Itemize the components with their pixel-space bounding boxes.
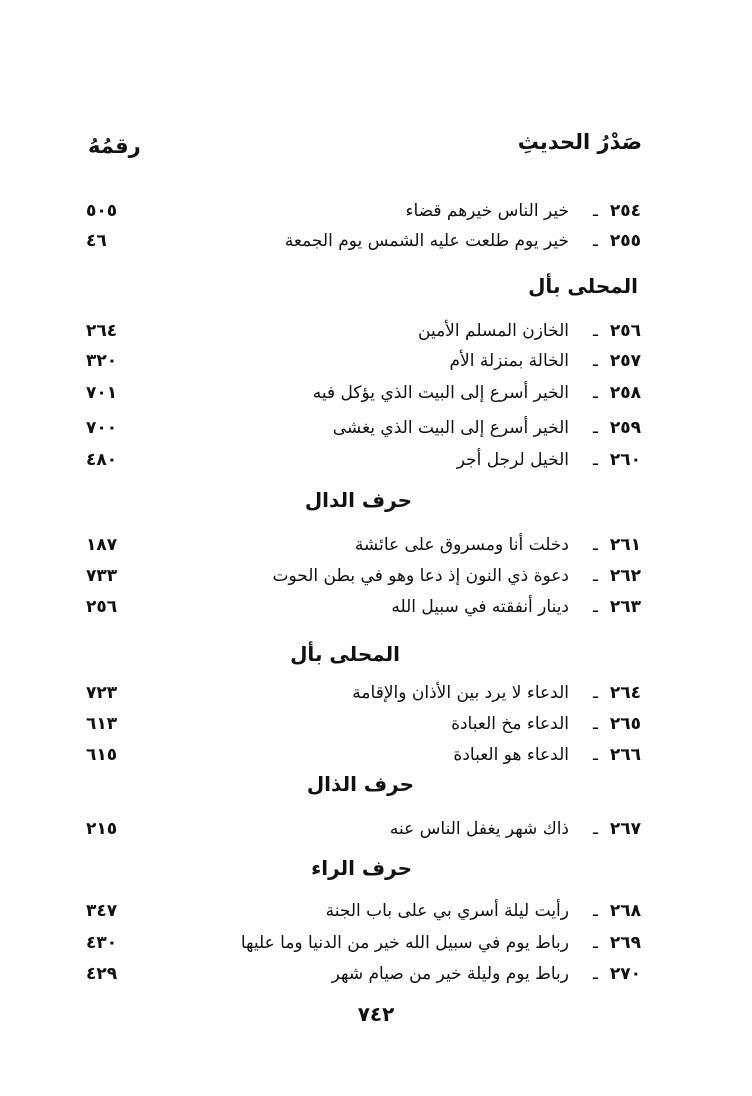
list-item bbox=[86, 346, 641, 376]
entry-number: ٢٦١ bbox=[609, 535, 641, 555]
section-heading: المحلى بأل bbox=[528, 274, 638, 298]
list-item bbox=[86, 709, 641, 739]
entry-number: ٢٦٤ bbox=[609, 683, 641, 703]
dash: ـ bbox=[593, 231, 598, 251]
section-heading: المحلى بأل bbox=[290, 642, 400, 666]
section-heading: حرف الدال bbox=[304, 488, 412, 512]
ref-number: ٦١٥ bbox=[86, 745, 118, 765]
hadith-text: الخير أسرع إلى البيت الذي يغشى bbox=[332, 418, 569, 438]
list-item bbox=[86, 445, 641, 475]
ref-number: ٧٠١ bbox=[86, 383, 118, 403]
entry-number: ٢٦٦ bbox=[609, 745, 641, 765]
entry-number: ٢٥٧ bbox=[609, 351, 641, 371]
dash: ـ bbox=[593, 714, 598, 734]
ref-number: ٢٥٦ bbox=[86, 597, 118, 617]
list-item bbox=[86, 378, 641, 408]
list-item bbox=[86, 959, 641, 989]
dash: ـ bbox=[593, 745, 598, 765]
hadith-text: دخلت أنا ومسروق على عائشة bbox=[354, 535, 569, 555]
dash: ـ bbox=[593, 683, 598, 703]
ref-number: ٣٢٠ bbox=[86, 351, 118, 371]
entry-number: ٢٥٨ bbox=[609, 383, 641, 403]
hadith-text: رباط يوم وليلة خير من صيام شهر bbox=[331, 964, 569, 984]
ref-number: ٤٨٠ bbox=[86, 450, 118, 470]
ref-number: ٤٢٩ bbox=[86, 964, 118, 984]
entry-number: ٢٦٥ bbox=[609, 714, 641, 734]
dash: ـ bbox=[593, 351, 598, 371]
hadith-text: الخالة بمنزلة الأم bbox=[449, 351, 569, 371]
list-item bbox=[86, 896, 641, 926]
list-item bbox=[86, 413, 641, 443]
list-item bbox=[86, 196, 641, 226]
entry-number: ٢٦٨ bbox=[609, 901, 641, 921]
hadith-text: دينار أنفقته في سبيل الله bbox=[391, 597, 569, 617]
ref-number: ٧٢٣ bbox=[86, 683, 118, 703]
hadith-text: الخير أسرع إلى البيت الذي يؤكل فيه bbox=[312, 383, 569, 403]
hadith-text: الخيل لرجل أجر bbox=[456, 450, 569, 470]
dash: ـ bbox=[593, 566, 598, 586]
list-item bbox=[86, 592, 641, 622]
section-heading: حرف الراء bbox=[311, 856, 412, 880]
section-heading: حرف الذال bbox=[306, 772, 414, 796]
entry-number: ٢٥٤ bbox=[609, 201, 641, 221]
entry-number: ٢٥٩ bbox=[609, 418, 641, 438]
hadith-text: رأيت ليلة أسري بي على باب الجنة bbox=[325, 901, 569, 921]
hadith-text: دعوة ذي النون إذ دعا وهو في بطن الحوت bbox=[272, 566, 569, 586]
dash: ـ bbox=[593, 901, 598, 921]
column-header-hadith-start: صَدْرُ الحديثِ bbox=[517, 130, 642, 154]
entry-number: ٢٦٩ bbox=[609, 933, 641, 953]
dash: ـ bbox=[593, 964, 598, 984]
ref-number: ٢١٥ bbox=[86, 819, 118, 839]
ref-number: ٣٤٧ bbox=[86, 901, 118, 921]
dash: ـ bbox=[593, 201, 598, 221]
page-number: ٧٤٢ bbox=[357, 1002, 395, 1026]
list-item bbox=[86, 928, 641, 958]
hadith-text: خير يوم طلعت عليه الشمس يوم الجمعة bbox=[284, 231, 569, 251]
dash: ـ bbox=[593, 933, 598, 953]
hadith-text: الدعاء لا يرد بين الأذان والإقامة bbox=[352, 683, 569, 703]
entry-number: ٢٦٣ bbox=[609, 597, 641, 617]
list-item bbox=[86, 814, 641, 844]
column-header-ref-number: رقمُهُ bbox=[88, 134, 141, 158]
ref-number: ٤٦ bbox=[86, 231, 107, 251]
list-item bbox=[86, 316, 641, 346]
entry-number: ٢٧٠ bbox=[609, 964, 641, 984]
dash: ـ bbox=[593, 418, 598, 438]
list-item bbox=[86, 678, 641, 708]
entry-number: ٢٥٥ bbox=[609, 231, 641, 251]
entry-number: ٢٦٧ bbox=[609, 819, 641, 839]
list-item bbox=[86, 740, 641, 770]
hadith-text: ذاك شهر يغفل الناس عنه bbox=[389, 819, 569, 839]
ref-number: ٥٠٥ bbox=[86, 201, 118, 221]
ref-number: ٧٠٠ bbox=[86, 418, 118, 438]
dash: ـ bbox=[593, 321, 598, 341]
dash: ـ bbox=[593, 535, 598, 555]
dash: ـ bbox=[593, 383, 598, 403]
hadith-text: الدعاء هو العبادة bbox=[453, 745, 569, 765]
entry-number: ٢٦٢ bbox=[609, 566, 641, 586]
ref-number: ٤٣٠ bbox=[86, 933, 118, 953]
entry-number: ٢٥٦ bbox=[609, 321, 641, 341]
list-item bbox=[86, 530, 641, 560]
dash: ـ bbox=[593, 819, 598, 839]
dash: ـ bbox=[593, 450, 598, 470]
ref-number: ١٨٧ bbox=[86, 535, 118, 555]
hadith-text: الدعاء مخ العبادة bbox=[451, 714, 569, 734]
ref-number: ٦١٣ bbox=[86, 714, 118, 734]
hadith-text: خير الناس خيرهم قضاء bbox=[405, 201, 569, 221]
list-item bbox=[86, 561, 641, 591]
hadith-text: الخازن المسلم الأمين bbox=[418, 321, 569, 341]
entry-number: ٢٦٠ bbox=[609, 450, 641, 470]
ref-number: ٧٣٣ bbox=[86, 566, 118, 586]
hadith-text: رباط يوم في سبيل الله خير من الدنيا وما عليها bbox=[240, 933, 569, 953]
list-item bbox=[86, 226, 641, 256]
dash: ـ bbox=[593, 597, 598, 617]
ref-number: ٢٦٤ bbox=[86, 321, 118, 341]
